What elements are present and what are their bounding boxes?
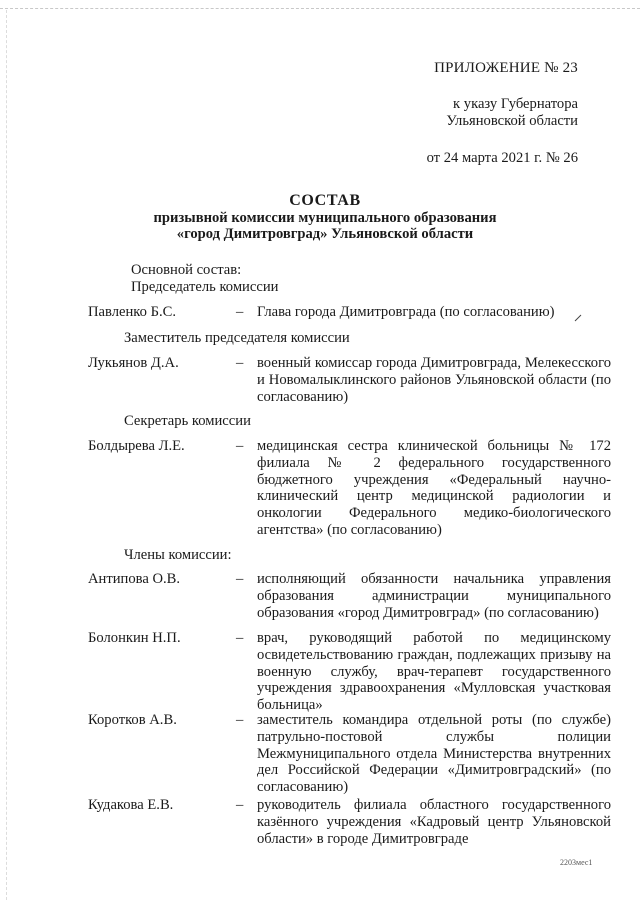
dash-separator: –	[236, 630, 244, 646]
member-name: Болдырева Л.Е.	[88, 438, 185, 454]
section-main-composition: Основной состав:	[131, 262, 242, 278]
member-name: Коротков А.В.	[88, 712, 177, 728]
scan-top-edge	[0, 8, 640, 9]
dash-separator: –	[236, 797, 244, 813]
member-position: заместитель командира отдельной роты (по службе) патрульно-постовой службы полиции Межмуниципального отдела Министерства внутренних дел Российской Федерации «Димитровградский» (по согласованию)	[257, 712, 611, 796]
appendix-number: ПРИЛОЖЕНИЕ № 23	[434, 60, 578, 76]
member-name: Лукьянов Д.А.	[88, 355, 179, 371]
member-position: Глава города Димитровграда (по согласованию)	[257, 304, 555, 320]
dash-separator: –	[236, 571, 244, 587]
document-subtitle-line2: «город Димитровград» Ульяновской области	[176, 226, 474, 242]
section-deputy: Заместитель председателя комиссии	[124, 330, 350, 346]
dash-separator: –	[236, 438, 244, 454]
member-name: Болонкин Н.П.	[88, 630, 181, 646]
appendix-region: Ульяновской области	[446, 113, 578, 129]
member-name: Антипова О.В.	[88, 571, 181, 587]
section-secretary: Секретарь комиссии	[124, 413, 251, 429]
dash-separator: –	[236, 355, 244, 371]
pen-mark-icon	[574, 314, 582, 322]
section-members: Члены комиссии:	[124, 547, 232, 563]
member-name: Кудакова Е.В.	[88, 797, 174, 813]
document-subtitle-line1: призывной комиссии муниципального образования	[153, 210, 497, 226]
dash-separator: –	[236, 712, 244, 728]
appendix-date: от 24 марта 2021 г. № 26	[426, 150, 578, 166]
section-chairman: Председатель комиссии	[131, 279, 279, 295]
member-position: медицинская сестра клинической больницы № 172 филиала № 2 федерального государственного бюджетного учреждения «Федеральный научно-клинический центр медицинской радиологии и онкологии Федерального медико-биологического агентства» (по согласованию)	[257, 438, 611, 538]
member-position: исполняющий обязанности начальника управления образования администрации муниципального образования «город Димитровград» (по согласованию)	[257, 571, 611, 621]
dash-separator: –	[236, 304, 244, 320]
document-title: СОСТАВ	[289, 192, 361, 209]
appendix-decree-ref: к указу Губернатора	[453, 96, 578, 112]
member-position: врач, руководящий работой по медицинскому освидетельствованию граждан, подлежащих призыву на военную службу, врач-терапевт государственного учреждения здравоохранения «Мулловская участковая больница»	[257, 630, 611, 714]
member-name: Павленко Б.С.	[88, 304, 176, 320]
document-code: 2203мес1	[560, 858, 593, 867]
scan-left-edge	[6, 10, 7, 900]
member-position: военный комиссар города Димитровграда, Мелекесского и Новомалыклинского районов Ульяновской области (по согласованию)	[257, 355, 611, 405]
member-position: руководитель филиала областного государственного казённого учреждения «Кадровый центр Ульяновской области» в городе Димитровграде	[257, 797, 611, 847]
